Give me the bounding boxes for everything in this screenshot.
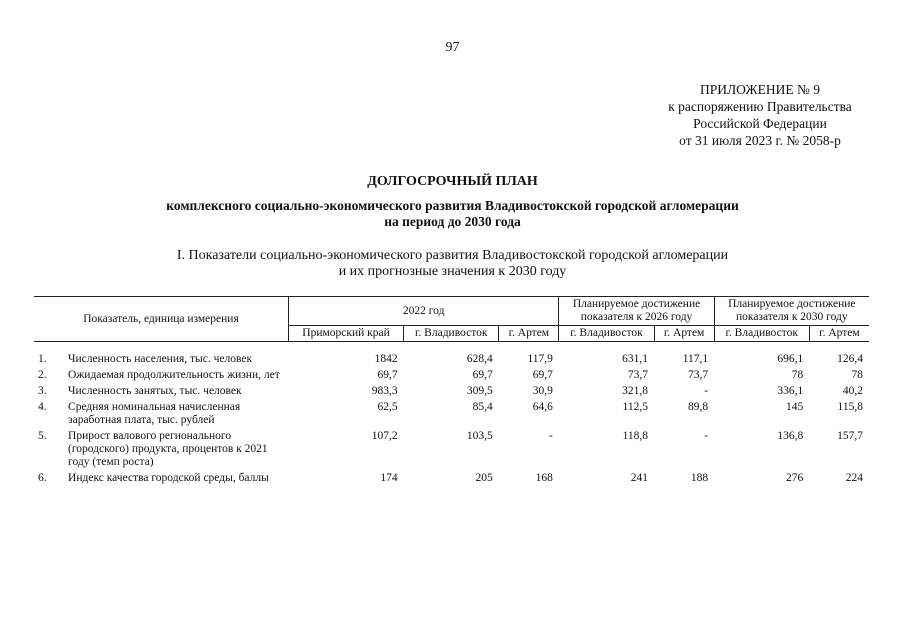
value-cell: 78	[791, 369, 804, 381]
indicator-name: Прирост валового регионального (городского) продукта, процентов к 2021 году (темп роста)	[68, 430, 268, 468]
subheader-cell: Приморский край	[288, 326, 403, 342]
value-cell: 78	[851, 369, 863, 381]
value-cell: 69,7	[472, 369, 493, 381]
section-title	[0, 248, 905, 280]
indicators-table	[34, 296, 869, 488]
indicator-name: Ожидаемая продолжительность жизни, лет	[68, 369, 280, 381]
value-cell: -	[704, 385, 709, 397]
document-title: ДОЛГОСРОЧНЫЙ ПЛАН	[367, 174, 538, 189]
value-cell: 241	[630, 472, 649, 484]
subheader-cell: г. Владивосток	[559, 326, 654, 342]
table-row	[34, 353, 869, 369]
value-cell: 136,8	[777, 430, 804, 442]
value-cell: 85,4	[472, 401, 493, 413]
value-cell: 145	[786, 401, 804, 413]
page-number: 97	[445, 40, 460, 55]
table-row	[34, 472, 869, 488]
section-title-line: и их прогнозные значения к 2030 году	[338, 264, 567, 279]
value-cell: 112,5	[622, 401, 649, 413]
table-row	[34, 385, 869, 401]
table-row	[34, 369, 869, 385]
appendix-line: ПРИЛОЖЕНИЕ № 9	[699, 82, 821, 97]
header-group-2030: Планируемое достижение показателя к 2030 году	[714, 297, 869, 326]
table-row	[34, 401, 869, 430]
value-cell: 321,8	[622, 385, 649, 397]
value-cell: 89,8	[688, 401, 709, 413]
value-cell: 696,1	[777, 353, 804, 365]
indicator-name: Средняя номинальная начисленная заработная плата, тыс. рублей	[68, 401, 241, 426]
value-cell: 224	[845, 472, 863, 484]
value-cell: 40,2	[842, 385, 863, 397]
value-cell: 69,7	[377, 369, 398, 381]
value-cell: 1842	[374, 353, 398, 365]
subheader-cell: г. Артем	[809, 326, 869, 342]
value-cell: 276	[786, 472, 804, 484]
value-cell: 309,5	[466, 385, 493, 397]
indicator-name: Численность населения, тыс. человек	[68, 353, 253, 365]
value-cell: 205	[475, 472, 493, 484]
subheader-cell: г. Артем	[499, 326, 559, 342]
value-cell: 107,2	[371, 430, 398, 442]
value-cell: 188	[690, 472, 709, 484]
value-cell: 69,7	[532, 369, 553, 381]
section-title-line: I. Показатели социально-экономического развития Владивостокской городской агломерации	[176, 248, 729, 263]
value-cell: -	[704, 430, 709, 442]
value-cell: 157,7	[837, 430, 863, 442]
value-cell: 115,8	[837, 401, 863, 413]
header-indicator: Показатель, единица измерения	[34, 297, 288, 342]
value-cell: 983,3	[371, 385, 398, 397]
row-number: 6.	[38, 472, 47, 484]
value-cell: 174	[380, 472, 398, 484]
document-subtitle	[0, 198, 905, 230]
value-cell: 117,9	[527, 353, 553, 365]
value-cell: 117,1	[682, 353, 709, 365]
appendix-line: к распоряжению Правительства	[668, 99, 852, 114]
value-cell: 73,7	[627, 369, 649, 381]
header-group-2022: 2022 год	[288, 297, 558, 326]
table-body	[34, 342, 869, 489]
value-cell: 30,9	[532, 385, 553, 397]
subheader-cell: г. Владивосток	[404, 326, 499, 342]
value-cell: 631,1	[622, 353, 649, 365]
value-cell: 64,6	[532, 401, 553, 413]
value-cell: 73,7	[688, 369, 709, 381]
row-number: 2.	[38, 369, 47, 381]
row-number: 4.	[38, 401, 47, 413]
value-cell: 118,8	[622, 430, 649, 442]
value-cell: 62,5	[377, 401, 398, 413]
value-cell: -	[549, 430, 553, 442]
indicator-name: Индекс качества городской среды, баллы	[68, 472, 269, 484]
header-group-2026: Планируемое достижение показателя к 2026 году	[559, 297, 714, 326]
subheader-cell: г. Артем	[654, 326, 714, 342]
appendix-line: от 31 июля 2023 г. № 2058-р	[679, 133, 841, 148]
subtitle-line: комплексного социально-экономического развития Владивостокской городской агломерации	[166, 198, 739, 213]
appendix-line: Российской Федерации	[693, 116, 827, 131]
row-number: 5.	[38, 430, 47, 442]
value-cell: 168	[535, 472, 553, 484]
row-number: 1.	[38, 353, 47, 365]
value-cell: 103,5	[466, 430, 493, 442]
value-cell: 628,4	[466, 353, 493, 365]
subtitle-line: на период до 2030 года	[384, 214, 521, 229]
subheader-cell: г. Владивосток	[714, 326, 809, 342]
value-cell: 126,4	[837, 353, 863, 365]
indicator-name: Численность занятых, тыс. человек	[68, 385, 242, 397]
appendix-block	[600, 81, 905, 149]
table-row	[34, 430, 869, 472]
value-cell: 336,1	[777, 385, 804, 397]
row-number: 3.	[38, 385, 47, 397]
